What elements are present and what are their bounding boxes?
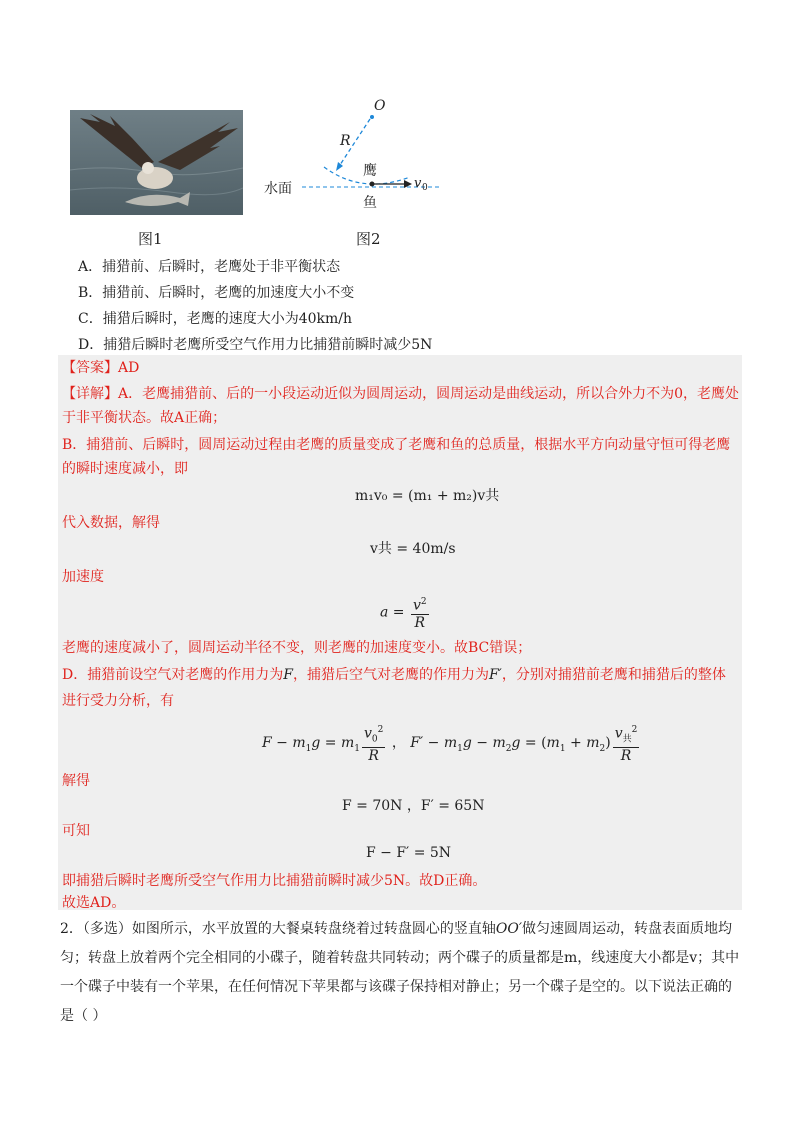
eagle-photo — [70, 110, 243, 215]
eagle-fish-image — [70, 110, 243, 215]
equation-momentum: m₁v₀ = (m₁ + m₂)v共 — [355, 488, 500, 504]
equation-force-values: F = 70N ，F′ = 65N — [342, 798, 485, 814]
detail-line-d1: D．捕猎前设空气对老鹰的作用力为F，捕猎后空气对老鹰的作用力为F′，分别对捕猎前老鹰和捕猎后的整体 — [62, 667, 726, 683]
label-v0: v — [414, 176, 422, 191]
question2-line2: 匀；转盘上放着两个完全相同的小碟子，随着转盘共同转动；两个碟子的质量都是m，线速度大小都是v；其中 — [60, 950, 740, 966]
label-fish: 鱼 — [363, 195, 377, 211]
detail-line-final: 故选AD。 — [62, 895, 126, 911]
answer-label: 【答案】AD — [62, 360, 140, 376]
question2-line3: 一个碟子中装有一个苹果，在任何情况下苹果都与该碟子保持相对静止；另一个碟子是空的。以下说法正确的 — [60, 979, 732, 995]
detail-line-d3: 即捕猎后瞬时老鹰所受空气作用力比捕猎前瞬时减少5N。故D正确。 — [62, 873, 487, 889]
equation-forces: $F - m_1g = m_1$ $\frac{v_0^2}{R}$ ， $F' - m_1g - m_2g = (m_1 + m_2)$ $\frac{v_共^2}{R}$ — [262, 722, 641, 764]
detail-line-substitute: 代入数据，解得 — [62, 515, 160, 531]
equation-force-difference: F − F′ = 5N — [366, 845, 452, 861]
label-v0-subscript: 0 — [422, 183, 428, 193]
option-a: A．捕猎前、后瞬时，老鹰处于非平衡状态 — [78, 259, 341, 275]
label-eagle: 鹰 — [363, 163, 377, 179]
detail-line-b2: 的瞬时速度减小，即 — [62, 461, 188, 477]
detail-line-know: 可知 — [62, 823, 90, 839]
detail-line-a1: 【详解】A．老鹰捕猎前、后的一小段运动近似为圆周运动，圆周运动是曲线运动，所以合外力不为0，老鹰处 — [62, 386, 740, 402]
option-d: D．捕猎后瞬时老鹰所受空气作用力比捕猎前瞬时减少5N — [78, 337, 433, 353]
equation-velocity: v共 = 40m/s — [370, 541, 456, 557]
label-water: 水面 — [264, 181, 292, 197]
option-b: B．捕猎前、后瞬时，老鹰的加速度大小不变 — [78, 285, 355, 301]
center-point — [370, 115, 374, 119]
figure2-caption: 图2 — [356, 230, 381, 248]
detail-line-solve: 解得 — [62, 773, 90, 789]
label-o: O — [374, 98, 386, 114]
detail-line-acceleration: 加速度 — [62, 569, 104, 585]
question2-line1: 2．（多选）如图所示，水平放置的大餐桌转盘绕着过转盘圆心的竖直轴OO′做匀速圆周运动，转盘表面质地均 — [60, 921, 733, 937]
equation-acceleration: a = $\frac{v^2}{R}$ — [380, 594, 431, 631]
detail-label: 【详解】 — [62, 386, 118, 402]
option-c: C．捕猎后瞬时，老鹰的速度大小为40km/h — [78, 311, 353, 327]
label-r: R — [340, 133, 351, 149]
radius-arrowhead — [336, 162, 343, 171]
detail-line-b3: 老鹰的速度减小了，圆周运动半径不变，则老鹰的加速度变小。故BC错误； — [62, 640, 532, 656]
figure1-caption: 图1 — [138, 230, 163, 248]
detail-line-a2: 于非平衡状态。故A正确； — [62, 410, 227, 426]
detail-line-d2: 进行受力分析，有 — [62, 693, 174, 709]
circular-motion-diagram — [262, 95, 452, 220]
detail-line-b1: B．捕猎前、后瞬时，圆周运动过程由老鹰的质量变成了老鹰和鱼的总质量，根据水平方向动量守恒可得老鹰 — [62, 437, 731, 453]
question2-line4: 是（ ） — [60, 1008, 107, 1024]
